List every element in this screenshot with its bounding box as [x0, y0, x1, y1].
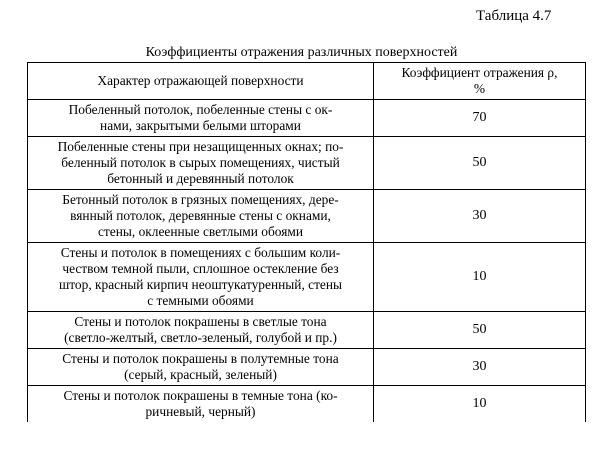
reflection-coefficient-value: 50: [374, 312, 586, 349]
reflection-coefficient-value: 30: [374, 349, 586, 386]
surface-description-line: Бетонный потолок в грязных помещениях, дере-: [62, 192, 339, 207]
reflection-coefficient-value: 30: [374, 190, 586, 243]
header-coefficient-line-1: Коэффициент отражения ρ,: [401, 65, 558, 80]
reflection-coefficient-value: 10: [374, 243, 586, 312]
surface-description-line: Стены и потолок покрашены в светлые тона: [74, 314, 327, 329]
surface-description-line: чеством темной пыли, сплошное остекление без: [62, 261, 339, 276]
table-caption: Коэффициенты отражения различных поверхностей: [145, 45, 458, 60]
table-row: [28, 100, 586, 137]
surface-description-line: Побеленные стены при незащищенных окнах; по-: [57, 139, 344, 154]
surface-description-line: Побеленный потолок, побеленные стены с ок-: [68, 102, 333, 117]
surface-description-line: с темными обоями: [147, 293, 254, 308]
header-coefficient: [374, 63, 586, 100]
table-row: [28, 312, 586, 349]
surface-description: [28, 100, 374, 137]
table-row: [28, 243, 586, 312]
reflection-coefficients-table: [27, 62, 586, 422]
surface-description-line: ричневый, черный): [145, 404, 256, 419]
surface-description: [28, 312, 374, 349]
surface-description: [28, 243, 374, 312]
surface-description-line: (серый, красный, зеленый): [124, 367, 277, 382]
surface-description: [28, 386, 374, 423]
surface-description-line: нами, закрытыми белыми шторами: [100, 118, 301, 133]
reflection-coefficient-value: 70: [374, 100, 586, 137]
surface-description-line: (светло-желтый, светло-зеленый, голубой и пр.): [64, 330, 337, 345]
table-row: [28, 349, 586, 386]
table-row: [28, 386, 586, 423]
surface-description: [28, 190, 374, 243]
surface-description-line: стены, оклеенные светлыми обоями: [97, 224, 304, 239]
header-coefficient-line-2: %: [473, 81, 486, 96]
surface-description-line: бетонный и деревянный потолок: [107, 171, 294, 186]
surface-description: [28, 137, 374, 190]
header-row: [28, 63, 586, 100]
surface-description-line: вянный потолок, деревянные стены с окнами,: [70, 208, 331, 223]
table-number-label: Таблица 4.7: [476, 8, 552, 24]
reflection-coefficient-value: 50: [374, 137, 586, 190]
surface-description-line: Стены и потолок в помещениях с большим коли-: [60, 245, 341, 260]
table-row: [28, 137, 586, 190]
table-row: [28, 190, 586, 243]
surface-description-line: штор, красный кирпич неоштукатуренный, стены: [58, 277, 343, 292]
header-surface: Характер отражающей поверхности: [28, 63, 374, 100]
surface-description-line: Стены и потолок покрашены в полутемные тона: [62, 351, 339, 366]
reflection-coefficient-value: 10: [374, 386, 586, 423]
surface-description-line: Стены и потолок покрашены в темные тона (ко-: [63, 388, 338, 403]
surface-description-line: беленный потолок в сырых помещениях, чистый: [61, 155, 340, 170]
surface-description: [28, 349, 374, 386]
